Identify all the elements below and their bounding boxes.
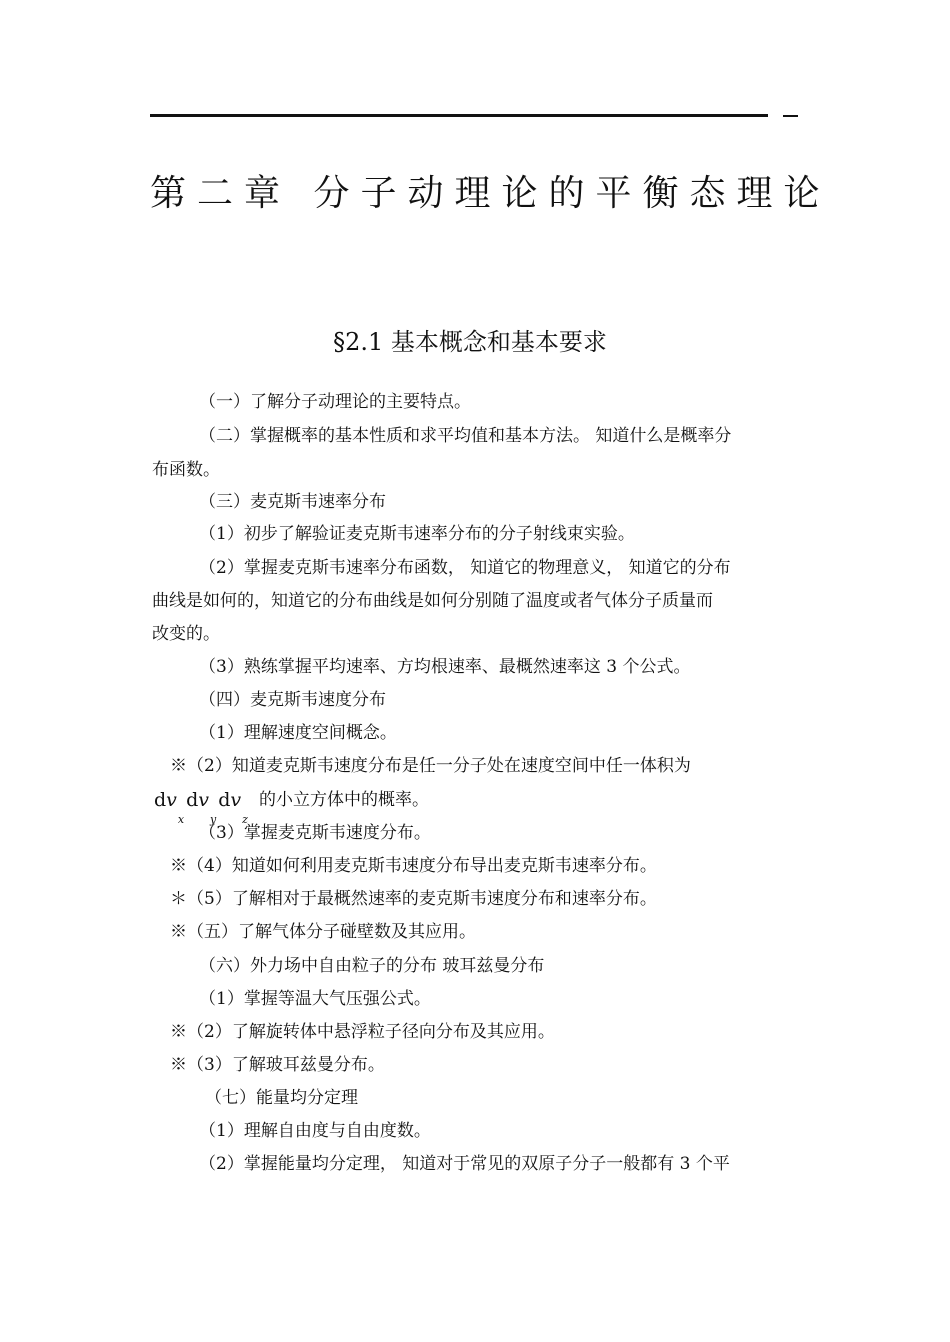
paragraph-line: 改变的。 [152,624,220,644]
paragraph-line: （1）初步了解验证麦克斯韦速率分布的分子射线束实验。 [199,524,635,544]
paragraph-line: （2）掌握麦克斯韦速率分布函数， 知道它的物理意义， 知道它的分布 [199,558,731,578]
page-mark [783,115,798,117]
paragraph-line: （1）理解速度空间概念。 [199,723,397,743]
paragraph-line: （一）了解分子动理论的主要特点。 [199,392,471,412]
volume-element-formula [154,788,250,826]
formula-v: v [230,789,242,811]
formula-sub-x: x [177,813,185,826]
paragraph-line: （1）掌握等温大气压强公式。 [199,989,431,1009]
chapter-title: 第二章 分子动理论的平衡态理论 [150,173,831,214]
section-title: §2.1 基本概念和基本要求 [333,328,607,356]
paragraph-line: 布函数。 [152,460,220,480]
paragraph-line: （3）掌握麦克斯韦速度分布。 [199,823,431,843]
paragraph-line: ※（4）知道如何利用麦克斯韦速度分布导出麦克斯韦速率分布。 [170,856,657,876]
formula-caption: 的小立方体中的概率。 [259,790,429,810]
formula-sub-y: y [210,813,217,826]
header-rule [150,114,768,117]
formula-v: v [166,789,177,811]
formula-d: d [154,789,167,811]
paragraph-line: （三）麦克斯韦速率分布 [199,492,386,512]
paragraph-line: 曲线是如何的，知道它的分布曲线是如何分别随了温度或者气体分子质量而 [152,591,713,611]
formula-v: v [198,789,210,811]
paragraph-line: ※（3）了解玻耳兹曼分布。 [170,1055,385,1075]
paragraph-line: （四）麦克斯韦速度分布 [199,690,386,710]
formula-d: d [186,789,199,811]
paragraph-line: ※（五）了解气体分子碰壁数及其应用。 [170,922,476,942]
paragraph-line: ※（2）知道麦克斯韦速度分布是任一分子处在速度空间中任一体积为 [170,756,691,776]
paragraph-line: （3）熟练掌握平均速率、方均根速率、最概然速率这 3 个公式。 [199,657,691,677]
paragraph-line: ＊（5）了解相对于最概然速率的麦克斯韦速度分布和速率分布。 [170,889,657,909]
formula-sub-z: z [242,813,248,826]
paragraph-line: （1）理解自由度与自由度数。 [199,1121,431,1141]
paragraph-line: （七）能量均分定理 [205,1088,358,1108]
formula-d: d [218,789,231,811]
paragraph-line: ※（2）了解旋转体中悬浮粒子径向分布及其应用。 [170,1022,555,1042]
paragraph-line: （六）外力场中自由粒子的分布 玻耳兹曼分布 [199,956,545,976]
paragraph-line: （2）掌握能量均分定理， 知道对于常见的双原子分子一般都有 3 个平 [199,1154,730,1174]
paragraph-line: （二）掌握概率的基本性质和求平均值和基本方法。 知道什么是概率分 [199,426,732,446]
